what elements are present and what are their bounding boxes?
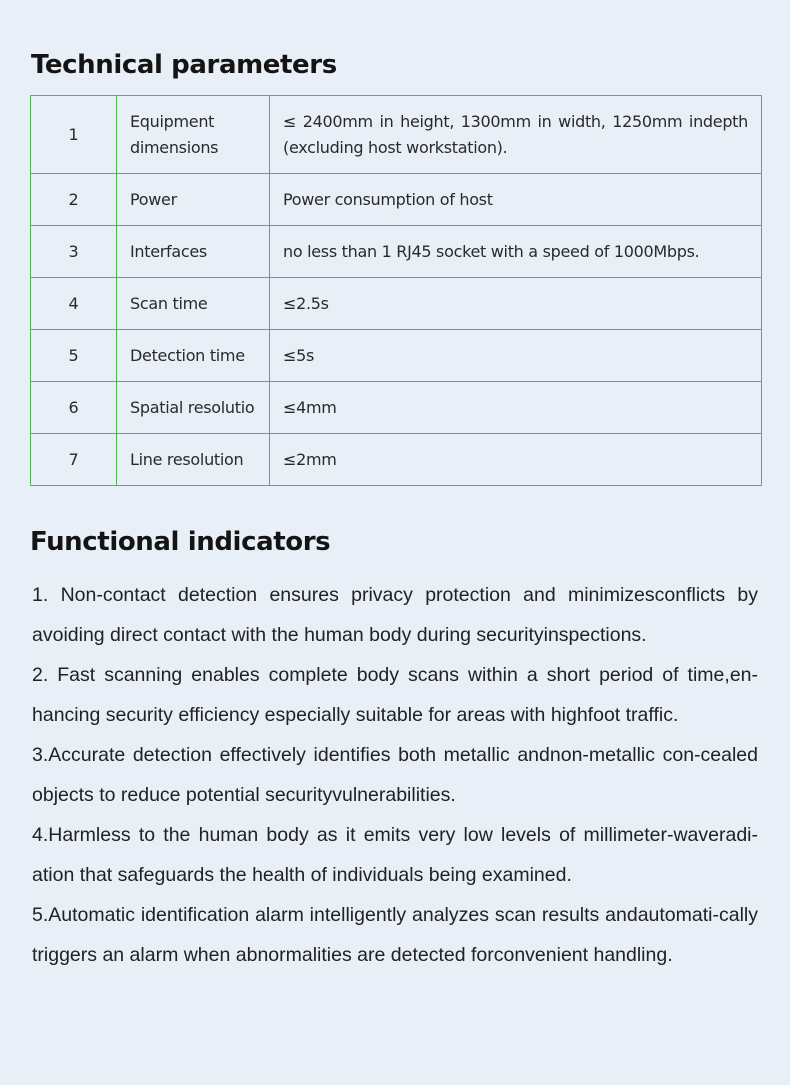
- parameter-value: ≤ 2400mm in height, 1300mm in width, 1250mm indepth (excluding host workstation).: [270, 96, 762, 174]
- parameter-value: ≤4mm: [270, 382, 762, 434]
- list-item: 3.Accurate detection effectively identifies both metallic andnon-metallic con-cealed objects to reduce potential securityvulnerabilities.: [32, 744, 758, 806]
- parameter-name: Detection time: [117, 330, 270, 382]
- technical-parameters-heading: Technical parameters: [31, 50, 337, 80]
- parameter-name: Scan time: [117, 278, 270, 330]
- parameter-name: [117, 382, 270, 434]
- row-number: 1: [31, 96, 117, 174]
- technical-parameters-table: [30, 95, 762, 486]
- table-row: [31, 278, 762, 330]
- table-row: [31, 330, 762, 382]
- list-item: 1. Non-contact detection ensures privacy protection and minimizesconflicts by avoiding direct contact with the human body during securityinspections.: [32, 584, 758, 646]
- parameter-value: ≤2.5s: [270, 278, 762, 330]
- table-row: [31, 96, 762, 174]
- functional-indicators-list: [32, 575, 758, 975]
- row-number: 5: [31, 330, 117, 382]
- parameter-value: no less than 1 RJ45 socket with a speed of 1000Mbps.: [270, 226, 762, 278]
- parameter-name: Line resolution: [117, 434, 270, 486]
- functional-indicators-heading: Functional indicators: [30, 527, 331, 557]
- row-number: 6: [31, 382, 117, 434]
- table-row: [31, 434, 762, 486]
- table-row: [31, 174, 762, 226]
- parameter-value: Power consumption of host: [270, 174, 762, 226]
- parameter-name-text: Spatial resolutio: [130, 397, 255, 417]
- table-row: [31, 226, 762, 278]
- list-item: 4.Harmless to the human body as it emits very low levels of millimeter-waveradi-ation that safeguards the health of individuals being examined.: [32, 824, 758, 886]
- parameter-name: Interfaces: [117, 226, 270, 278]
- row-number: 2: [31, 174, 117, 226]
- list-item: 2. Fast scanning enables complete body scans within a short period of time,en-hancing security efficiency especially suitable for areas with highfoot traffic.: [32, 664, 758, 726]
- parameter-value: ≤5s: [270, 330, 762, 382]
- row-number: 3: [31, 226, 117, 278]
- list-item: 5.Automatic identification alarm intelligently analyzes scan results andautomati-cally triggers an alarm when abnormalities are detected forconvenient handling.: [32, 904, 758, 966]
- table-row: [31, 382, 762, 434]
- row-number: 7: [31, 434, 117, 486]
- parameter-name: Power: [117, 174, 270, 226]
- parameter-value: ≤2mm: [270, 434, 762, 486]
- row-number: 4: [31, 278, 117, 330]
- parameter-name: Equipment dimensions: [117, 96, 270, 174]
